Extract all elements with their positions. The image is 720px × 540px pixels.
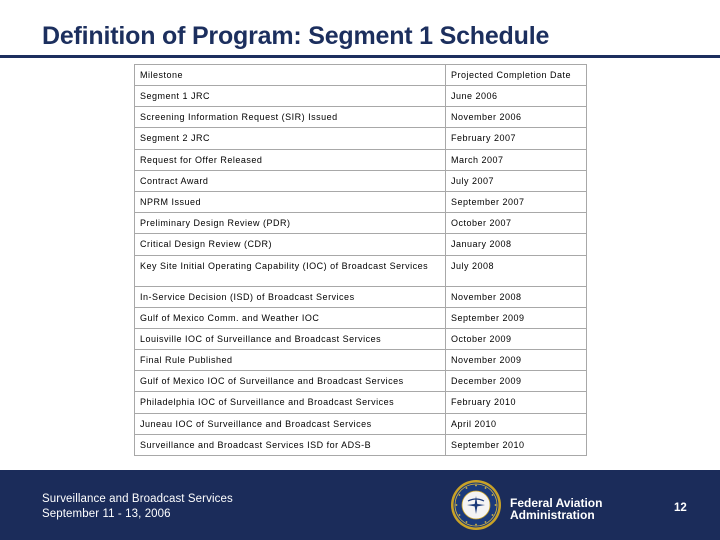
date-cell: July 2007 — [446, 170, 587, 191]
agency-name-line-1: Federal Aviation — [510, 496, 603, 510]
date-cell: January 2008 — [446, 234, 587, 255]
milestone-cell: Contract Award — [135, 170, 446, 191]
table-row — [135, 107, 587, 128]
date-cell: September 2009 — [446, 307, 587, 328]
milestone-cell: Philadelphia IOC of Surveillance and Broadcast Services — [135, 392, 446, 413]
milestone-cell: Gulf of Mexico Comm. and Weather IOC — [135, 307, 446, 328]
date-cell: April 2010 — [446, 413, 587, 434]
faa-seal-icon — [450, 479, 502, 531]
date-cell: October 2007 — [446, 213, 587, 234]
table-header-row — [135, 65, 587, 86]
milestone-cell: Request for Offer Released — [135, 149, 446, 170]
date-cell: November 2006 — [446, 107, 587, 128]
date-cell: March 2007 — [446, 149, 587, 170]
milestone-cell: Louisville IOC of Surveillance and Broadcast Services — [135, 328, 446, 349]
milestone-cell: Surveillance and Broadcast Services ISD for ADS-B — [135, 434, 446, 455]
table-row — [135, 234, 587, 255]
date-cell: February 2010 — [446, 392, 587, 413]
date-cell: June 2006 — [446, 86, 587, 107]
date-cell: September 2010 — [446, 434, 587, 455]
milestone-cell: Critical Design Review (CDR) — [135, 234, 446, 255]
milestone-cell: NPRM Issued — [135, 191, 446, 212]
table-row — [135, 434, 587, 455]
page-number: 12 — [674, 502, 687, 514]
table-row — [135, 286, 587, 307]
milestone-cell: Preliminary Design Review (PDR) — [135, 213, 446, 234]
table-row — [135, 170, 587, 191]
milestone-cell: Segment 2 JRC — [135, 128, 446, 149]
table-row — [135, 255, 587, 286]
date-cell: September 2007 — [446, 191, 587, 212]
date-cell: July 2008 — [446, 255, 587, 286]
table-row — [135, 350, 587, 371]
date-cell: November 2008 — [446, 286, 587, 307]
milestone-cell: Screening Information Request (SIR) Issued — [135, 107, 446, 128]
milestone-cell: Final Rule Published — [135, 350, 446, 371]
milestone-cell: Gulf of Mexico IOC of Surveillance and Broadcast Services — [135, 371, 446, 392]
milestone-cell: Segment 1 JRC — [135, 86, 446, 107]
table-row — [135, 371, 587, 392]
table-row — [135, 328, 587, 349]
date-cell: November 2009 — [446, 350, 587, 371]
footer-program-name: Surveillance and Broadcast Services — [42, 493, 233, 505]
footer-bar — [0, 470, 720, 540]
table-row — [135, 413, 587, 434]
agency-name-line-2: Administration — [510, 508, 595, 522]
column-header-milestone: Milestone — [135, 65, 446, 86]
agency-name — [510, 497, 602, 521]
footer-event-dates: September 11 - 13, 2006 — [42, 508, 171, 520]
table-row — [135, 191, 587, 212]
table-row — [135, 128, 587, 149]
milestone-cell: In-Service Decision (ISD) of Broadcast Services — [135, 286, 446, 307]
title-divider — [0, 55, 720, 58]
milestone-cell: Juneau IOC of Surveillance and Broadcast Services — [135, 413, 446, 434]
table-row — [135, 86, 587, 107]
table-row — [135, 307, 587, 328]
date-cell: October 2009 — [446, 328, 587, 349]
date-cell: February 2007 — [446, 128, 587, 149]
table-row — [135, 392, 587, 413]
table-row — [135, 213, 587, 234]
table-row — [135, 149, 587, 170]
page-title: Definition of Program: Segment 1 Schedule — [42, 22, 550, 50]
milestone-schedule-table — [134, 64, 587, 456]
column-header-completion-date: Projected Completion Date — [446, 65, 587, 86]
milestone-cell: Key Site Initial Operating Capability (IOC) of Broadcast Services — [135, 255, 446, 286]
date-cell: December 2009 — [446, 371, 587, 392]
